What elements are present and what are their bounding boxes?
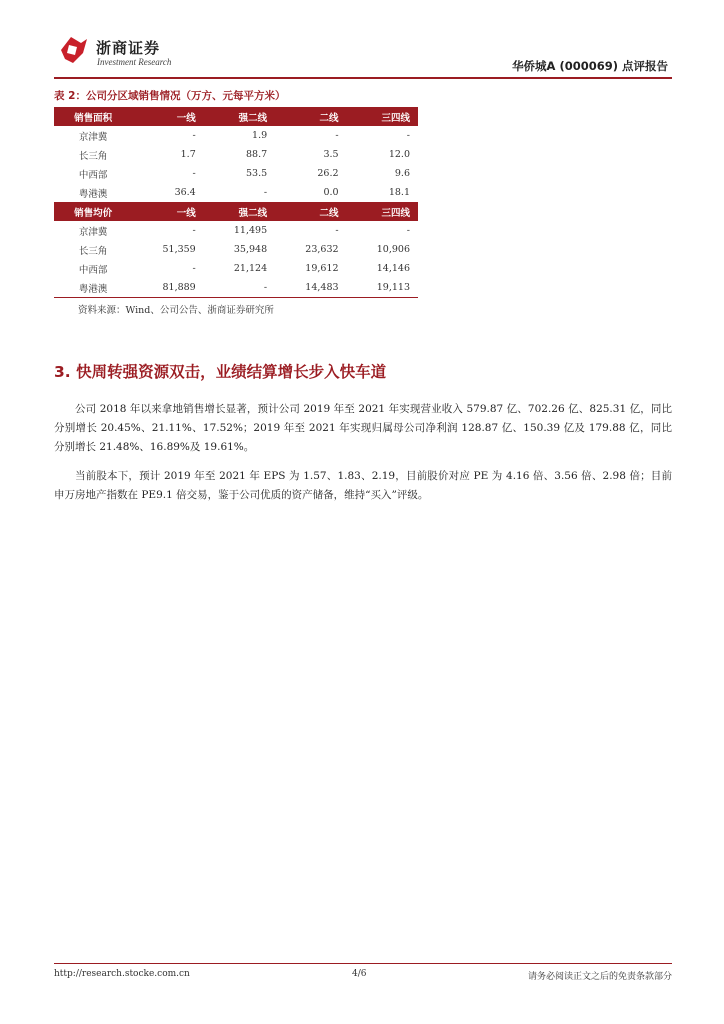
table-cell: 1.7 xyxy=(180,149,196,160)
section-heading: 3. 快周转强资源双击，业绩结算增长步入快车道 xyxy=(54,363,387,381)
table-cell: 18.1 xyxy=(388,187,410,198)
table-cell: 21,124 xyxy=(233,263,268,274)
table-cell: - xyxy=(192,168,196,179)
table-row xyxy=(54,126,418,145)
table-cell: 81,889 xyxy=(132,278,203,298)
table-cell: 12.0 xyxy=(388,149,410,160)
table-cell: 中西部 xyxy=(78,169,108,181)
table-row xyxy=(54,240,418,259)
report-title: 华侨城A (000069) 点评报告 xyxy=(512,59,668,73)
table-row xyxy=(54,221,418,240)
table-cell: - xyxy=(192,225,196,236)
table-cell: 粤港澳 xyxy=(78,188,108,200)
table-cell: - xyxy=(192,263,196,274)
table-cell: 11,495 xyxy=(233,225,268,236)
table-cell: - xyxy=(406,130,410,141)
table-cell: 长三角 xyxy=(78,245,108,257)
table-header-cell: 三四线 xyxy=(347,107,418,126)
table-header-cell: 一线 xyxy=(132,107,203,126)
table-cell: 3.5 xyxy=(323,149,339,160)
page-header xyxy=(0,0,724,80)
table-row xyxy=(54,183,418,202)
logo-text-en: Investment Research xyxy=(97,57,172,67)
table-cell: 88.7 xyxy=(245,149,268,160)
table-cell: 1.9 xyxy=(252,130,268,141)
footer-divider xyxy=(54,963,672,964)
table-cell: 51,359 xyxy=(162,244,196,255)
footer-url-link[interactable]: http://research.stocke.com.cn xyxy=(54,969,190,979)
table-cell: - xyxy=(335,130,339,141)
table-header-cell: 销售面积 xyxy=(54,107,132,126)
table-cell: 35,948 xyxy=(233,244,268,255)
company-logo-icon xyxy=(57,33,91,67)
table-cell: 9.6 xyxy=(394,168,410,179)
table-cell: 26.2 xyxy=(317,168,339,179)
table-row xyxy=(54,164,418,183)
table-row xyxy=(54,259,418,278)
table-cell: - xyxy=(335,225,339,236)
page-number: 4/6 xyxy=(352,969,367,979)
table-cell: 长三角 xyxy=(78,150,108,162)
table-header-cell: 销售均价 xyxy=(54,202,132,221)
table-cell: 19,113 xyxy=(347,278,418,298)
body-paragraph: 当前股本下，预计 2019 年至 2021 年 EPS 为 1.57、1.83、2.19，目前股价对应 PE 为 4.16 倍、3.56 倍、2.98 倍；目前申万房地产指数在 PE9.1 倍交易，鉴于公司优质的资产储备，维持“买入”评级。 xyxy=(54,470,672,501)
table-cell: - xyxy=(263,187,268,198)
table-header-cell: 强二线 xyxy=(204,107,275,126)
table-header-row xyxy=(54,107,418,126)
table-header-cell: 二线 xyxy=(275,202,346,221)
table-cell: - xyxy=(204,278,275,298)
table-cell: 京津冀 xyxy=(78,226,108,238)
logo-text-cn: 浙商证券 xyxy=(96,39,161,57)
table-row xyxy=(54,278,418,298)
table-cell: 10,906 xyxy=(376,244,410,255)
header-divider xyxy=(54,77,672,79)
table-row xyxy=(54,145,418,164)
table-cell: - xyxy=(192,130,196,141)
regional-sales-table xyxy=(54,107,418,298)
table-header-cell: 一线 xyxy=(132,202,203,221)
table-header-cell: 三四线 xyxy=(347,202,418,221)
table-source: 资料来源：Wind、公司公告、浙商证券研究所 xyxy=(78,305,274,316)
table-cell: 0.0 xyxy=(323,187,339,198)
table-cell: 36.4 xyxy=(174,187,196,198)
table-cell: 中西部 xyxy=(78,264,108,276)
body-paragraph: 公司 2018 年以来拿地销售增长显著，预计公司 2019 年至 2021 年实现营业收入 579.87 亿、702.26 亿、825.31 亿，同比分别增长 20.45%、21.11%、17.52%；2019 年至 2021 年实现归属母公司净利润 128.87 亿、150.39 亿及 179.88 亿，同比分别增长 21.48%、16.89%及 19.61%。 xyxy=(54,403,672,453)
table-header-row xyxy=(54,202,418,221)
disclaimer-note: 请务必阅读正文之后的免责条款部分 xyxy=(527,972,672,982)
table-header-cell: 二线 xyxy=(275,107,346,126)
table-header-cell: 强二线 xyxy=(204,202,275,221)
table-cell: 19,612 xyxy=(305,263,339,274)
table-cell: 23,632 xyxy=(305,244,339,255)
table-cell: - xyxy=(406,225,410,236)
table-cell: 53.5 xyxy=(245,168,268,179)
table-caption: 表 2：公司分区域销售情况（万方、元每平方米） xyxy=(54,90,286,102)
table-cell: 14,146 xyxy=(376,263,410,274)
table-cell: 京津冀 xyxy=(78,131,108,143)
table-cell: 14,483 xyxy=(275,278,346,298)
table-cell: 粤港澳 xyxy=(54,278,132,298)
